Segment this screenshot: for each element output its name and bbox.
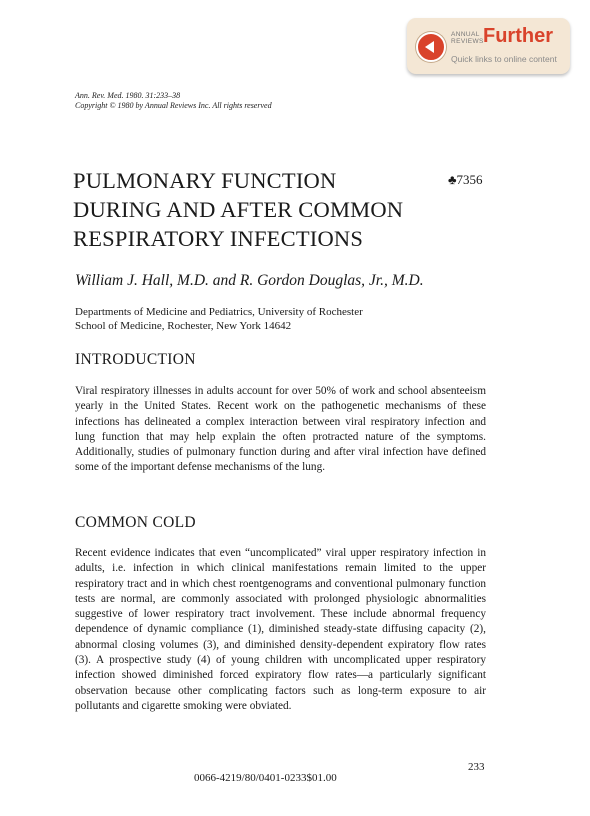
copyright-notice: Copyright © 1980 by Annual Reviews Inc. All rights reserved [75, 101, 272, 110]
article-code: ♣7356 [448, 172, 483, 187]
article-title: PULMONARY FUNCTION DURING AND AFTER COMMON RESPIRATORY INFECTIONS [73, 168, 404, 251]
badge-brand: Further [483, 25, 553, 47]
affiliation: Departments of Medicine and Pediatrics, University of Rochester School of Medicine, Rochester, New York 14642 [75, 306, 363, 332]
section-heading-common-cold: COMMON COLD [75, 514, 196, 531]
journal-citation: Ann. Rev. Med. 1980. 31:233–38 [75, 91, 181, 100]
badge-tagline: Quick links to online content [451, 54, 557, 64]
badge-publisher: ANNUAL REVIEWS [451, 31, 484, 45]
page-number: 233 [468, 761, 485, 773]
common-cold-paragraph: Recent evidence indicates that even “uncomplicated” viral upper respiratory infection in adults, i.e. infection in which clinical manifestations remain limited to the upper respiratory tract and in which chest roentgenograms and conventional pulmonary function tests are normal, are commonly associated with prolonged physiologic abnormalities suggestive of lower respiratory tract involvement. These include abnormal frequency dependence of dynamic compliance (1), diminished steady-state diffusing capacity (2), abnormal closing volumes (3), and diminished density-dependent expiratory flow rates (3). A prospective study (4) of young children with uncomplicated upper respiratory infection showed diminished forced expiratory flow rates—a particularly significant observation because other complicating factors such as long-term exposure to air pollutants and cigarette smoking were obviated. [75, 547, 486, 712]
back-arrow-icon [416, 32, 446, 62]
footer-code: 0066-4219/80/0401-0233$01.00 [194, 772, 337, 784]
introduction-paragraph: Viral respiratory illnesses in adults account for over 50% of work and school absenteeism yearly in the United States. Recent work on the pathogenetic mechanisms of these infections has delineated a complex interaction between viral respiratory infection and lung function that may help explain the often protracted nature of the symptoms. Additionally, studies of pulmonary function during and after viral infection have defined some of the important defense mechanisms of the lung. [75, 385, 486, 474]
citation [75, 91, 272, 111]
section-heading-introduction: INTRODUCTION [75, 351, 196, 368]
authors: William J. Hall, M.D. and R. Gordon Douglas, Jr., M.D. [75, 272, 424, 289]
annual-reviews-further-badge[interactable] [407, 18, 570, 74]
